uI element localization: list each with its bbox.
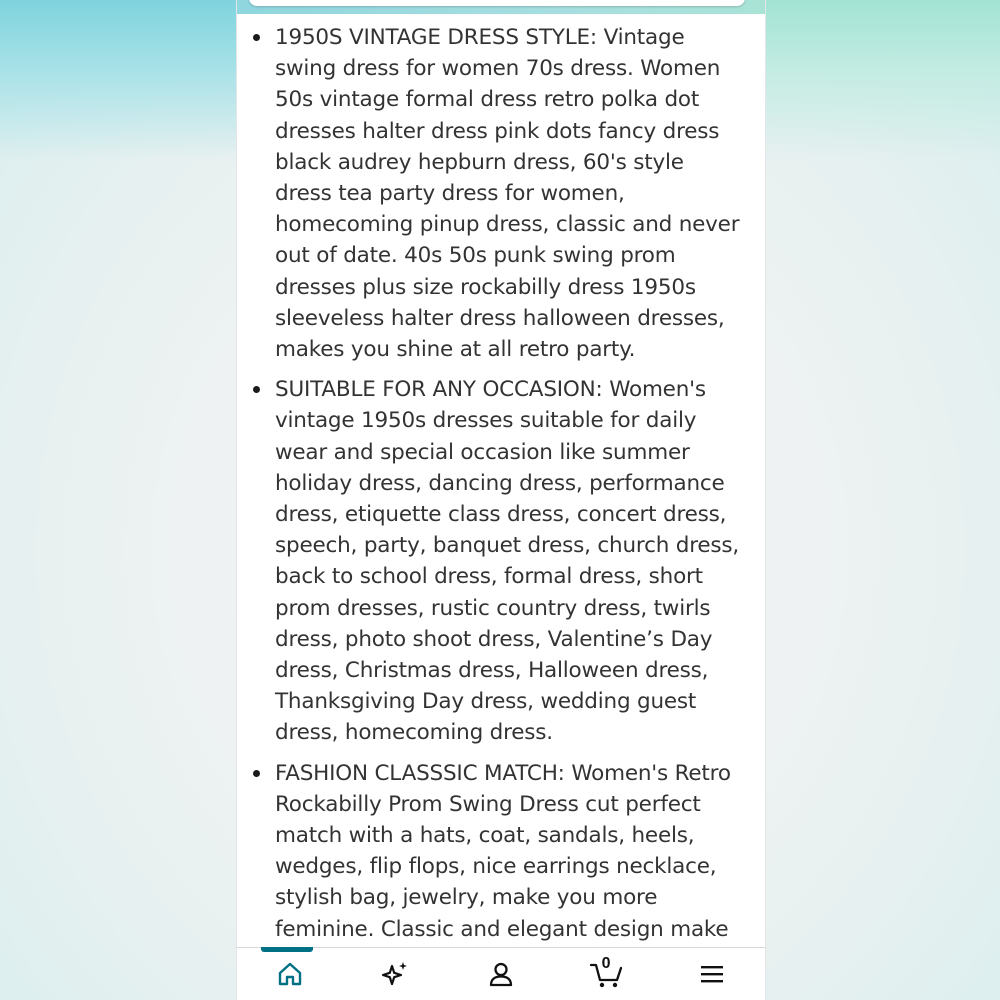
feature-bullet-text: 1950S VINTAGE DRESS STYLE: Vintage swing dress for women 70s dress. Women 50s vintage formal dress retro polka dot dresses halter dress pink dots fancy dress black audrey hepburn dress, 60's style dress tea party dress for women, homecoming pinup dress, classic and never out of date. 40s 50s punk swing prom dresses plus size rockabilly dress 1950s sleeveless halter dress halloween dresses, makes you shine at all retro party. xyxy=(275,25,740,363)
nav-account[interactable] xyxy=(448,948,554,1000)
bullet-dot-icon xyxy=(253,770,260,777)
nav-inspire[interactable] xyxy=(343,948,449,1000)
bottom-navigation-bar xyxy=(237,947,765,1000)
account-icon xyxy=(488,961,514,987)
feature-bullet-text: SUITABLE FOR ANY OCCASION: Women's vintage 1950s dresses suitable for daily wear and special occasion like summer holiday dress, dancing dress, performance dress, etiquette class dress, concert dress, speech, party, banquet dress, church dress, back to school dress, formal dress, short prom dresses, rustic country dress, twirls dress, photo shoot dress, Valentine’s Day dress, Christmas dress, Halloween dress, Thanksgiving Day dress, wedding guest dress, homecoming dress. xyxy=(275,377,740,746)
bullet-dot-icon xyxy=(253,34,260,41)
cart-icon xyxy=(589,955,625,989)
home-icon xyxy=(277,961,303,987)
bullet-dot-icon xyxy=(253,386,260,393)
feature-bullet-text: FASHION CLASSSIC MATCH: Women's Retro Rockabilly Prom Swing Dress cut perfect match with a hats, coat, sandals, heels, wedges, flip flops, nice earrings necklace, stylish bag, jewelry, make you more feminine. Classic and elegant design make xyxy=(275,760,731,942)
nav-home[interactable] xyxy=(237,948,343,1000)
feature-bullet xyxy=(275,758,747,976)
feature-bullet xyxy=(275,22,747,365)
sparkle-icon xyxy=(380,960,410,988)
nav-menu[interactable] xyxy=(659,948,765,1000)
nav-cart[interactable] xyxy=(554,948,660,1000)
phone-screen xyxy=(236,0,766,1000)
product-description xyxy=(237,22,765,947)
menu-icon xyxy=(699,963,725,985)
feature-bullet xyxy=(275,374,747,748)
background-gradient-left xyxy=(0,0,240,160)
search-bar-edge[interactable] xyxy=(249,0,745,6)
background-gradient-right xyxy=(760,0,1000,160)
active-tab-indicator xyxy=(261,947,313,952)
feature-bullet-list xyxy=(237,22,747,976)
cart-count-badge: 0 xyxy=(601,955,611,972)
